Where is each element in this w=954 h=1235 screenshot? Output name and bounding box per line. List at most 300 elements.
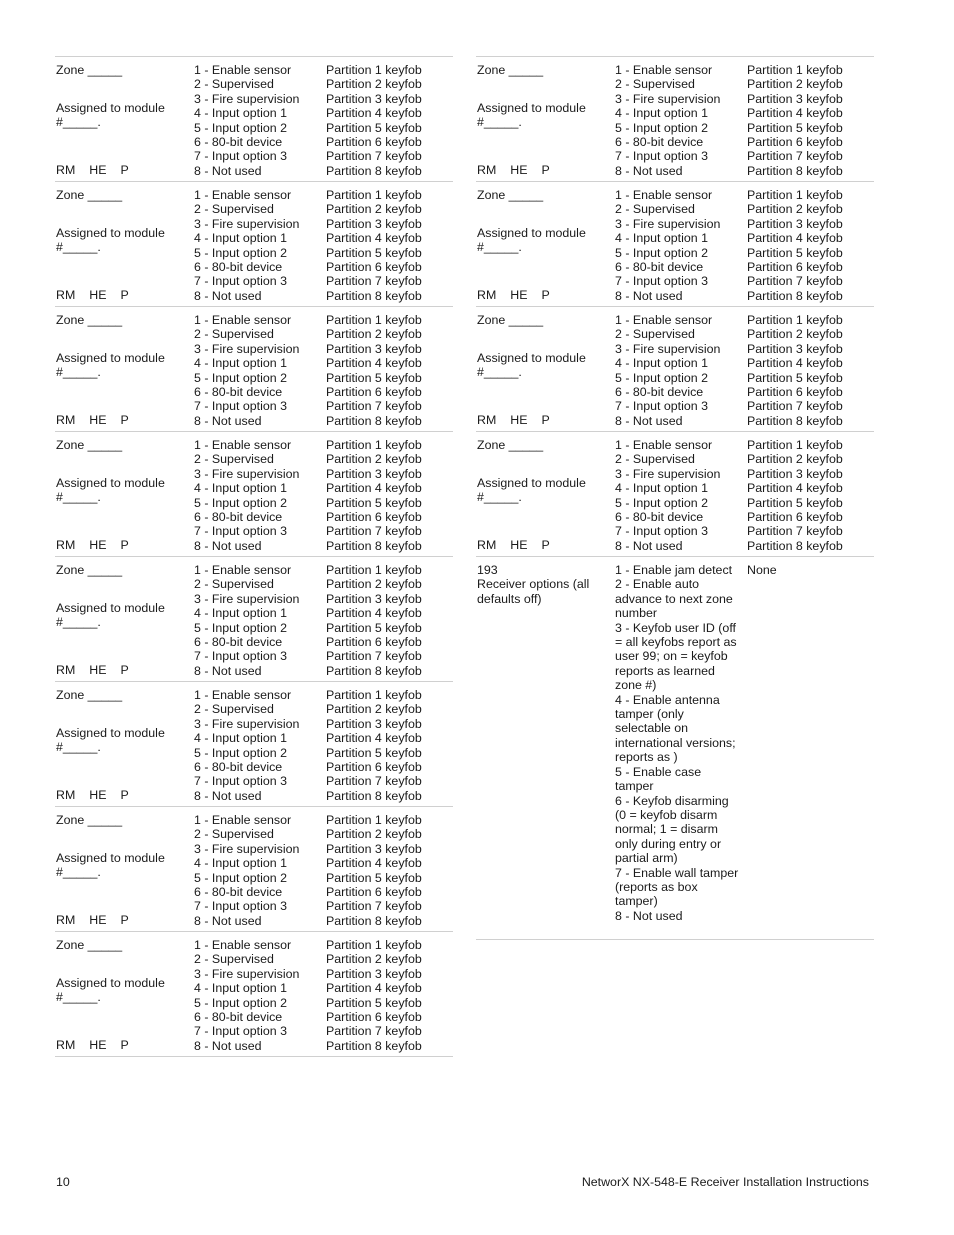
- zone-option: 7 - Input option 3: [194, 899, 287, 914]
- partition-keyfob: Partition 2 keyfob: [326, 452, 422, 467]
- partition-keyfob: Partition 1 keyfob: [326, 188, 422, 202]
- assigned-module-text: Assigned to module: [477, 476, 586, 490]
- zone-label-cell: [56, 438, 188, 552]
- partition-keyfob: Partition 2 keyfob: [747, 452, 843, 467]
- partition-cell: [747, 438, 872, 553]
- zone-option: 2 - Supervised: [194, 452, 274, 467]
- zone-option: 7 - Input option 3: [615, 149, 708, 164]
- zone-flags: [56, 1038, 143, 1052]
- zone-option: 3 - Fire supervision: [194, 716, 300, 731]
- zone-option: 3 - Fire supervision: [194, 841, 300, 856]
- partition-keyfob: Partition 2 keyfob: [326, 327, 422, 342]
- zone-option: 4 - Input option 1: [615, 106, 708, 121]
- zone-option: 5 - Input option 2: [194, 245, 287, 260]
- flag-he: HE: [89, 913, 107, 927]
- partition-keyfob: Partition 2 keyfob: [326, 77, 422, 92]
- flag-rm: RM: [56, 1038, 76, 1052]
- partition-keyfob: Partition 5 keyfob: [326, 620, 422, 635]
- partition-keyfob: Partition 2 keyfob: [326, 702, 422, 717]
- flag-p: P: [120, 413, 129, 427]
- zone-options-cell: [194, 813, 319, 928]
- zone-option: 1 - Enable sensor: [615, 313, 713, 327]
- assigned-module-blank: #_____.: [56, 740, 101, 755]
- zone-option: 5 - Input option 2: [615, 370, 708, 385]
- assigned-module-label: [477, 351, 586, 380]
- zone-flags: [56, 288, 143, 302]
- zone-option: 6 - 80-bit device: [194, 1010, 283, 1025]
- zone-label-cell: [56, 188, 188, 302]
- flag-p: P: [120, 788, 129, 802]
- assigned-module-label: [56, 351, 165, 380]
- flag-p: P: [120, 538, 129, 552]
- zone-option: 4 - Input option 1: [194, 231, 287, 246]
- partition-keyfob: Partition 5 keyfob: [326, 120, 422, 135]
- right-column: [476, 56, 874, 940]
- zone-flags: [56, 663, 143, 677]
- zone-option: 7 - Input option 3: [194, 774, 287, 789]
- zone-option: 7 - Input option 3: [615, 399, 708, 414]
- receiver-option: 8 - Not used: [615, 908, 683, 923]
- zone-row: [55, 682, 453, 807]
- partition-keyfob: Partition 8 keyfob: [326, 538, 422, 553]
- partition-keyfob: Partition 8 keyfob: [326, 288, 422, 303]
- zone-flags: [477, 288, 564, 302]
- flag-he: HE: [510, 413, 528, 427]
- flag-rm: RM: [56, 538, 76, 552]
- zone-option: 4 - Input option 1: [194, 106, 287, 121]
- assigned-module-text: Assigned to module: [56, 601, 165, 615]
- zone-option: 7 - Input option 3: [194, 274, 287, 289]
- partition-keyfob: Partition 6 keyfob: [326, 635, 422, 650]
- zone-row: [55, 932, 453, 1057]
- assigned-module-blank: #_____.: [56, 990, 101, 1005]
- receiver-option: 1 - Enable jam detect: [615, 563, 733, 577]
- assigned-module-text: Assigned to module: [56, 976, 165, 990]
- assigned-module-blank: #_____.: [477, 365, 522, 380]
- zone-row: [55, 307, 453, 432]
- partition-keyfob: Partition 6 keyfob: [747, 385, 843, 400]
- receiver-option: 7 - Enable wall tamper (reports as box tamper): [615, 865, 739, 909]
- partition-keyfob: Partition 2 keyfob: [747, 327, 843, 342]
- zone-option: 6 - 80-bit device: [194, 385, 283, 400]
- partition-keyfob: Partition 4 keyfob: [326, 731, 422, 746]
- partition-cell: [326, 188, 451, 303]
- zone-options-cell: [615, 438, 740, 553]
- assigned-module-text: Assigned to module: [56, 726, 165, 740]
- flag-rm: RM: [56, 788, 76, 802]
- flag-he: HE: [89, 788, 107, 802]
- zone-option: 2 - Supervised: [615, 77, 695, 92]
- zone-flags: [477, 413, 564, 427]
- zone-option: 7 - Input option 3: [194, 524, 287, 539]
- flag-rm: RM: [56, 288, 76, 302]
- zone-option: 8 - Not used: [194, 288, 262, 303]
- partition-keyfob: Partition 2 keyfob: [326, 577, 422, 592]
- partition-keyfob: Partition 3 keyfob: [747, 91, 843, 106]
- zone-option: 5 - Input option 2: [615, 495, 708, 510]
- assigned-module-blank: #_____.: [56, 615, 101, 630]
- zone-option: 8 - Not used: [194, 663, 262, 678]
- flag-p: P: [541, 163, 550, 177]
- zone-option: 2 - Supervised: [194, 952, 274, 967]
- partition-keyfob: Partition 6 keyfob: [747, 260, 843, 275]
- zone-option: 6 - 80-bit device: [194, 260, 283, 275]
- zone-option: 5 - Input option 2: [615, 245, 708, 260]
- zone-option: 4 - Input option 1: [194, 856, 287, 871]
- zone-option: 7 - Input option 3: [194, 1024, 287, 1039]
- zone-row: [476, 57, 874, 182]
- partition-keyfob: Partition 6 keyfob: [326, 760, 422, 775]
- flag-he: HE: [89, 663, 107, 677]
- partition-keyfob: Partition 4 keyfob: [326, 481, 422, 496]
- partition-keyfob: Partition 4 keyfob: [747, 106, 843, 121]
- flag-he: HE: [510, 538, 528, 552]
- zone-option: 6 - 80-bit device: [615, 260, 704, 275]
- partition-keyfob: Partition 7 keyfob: [326, 649, 422, 664]
- receiver-option: 2 - Enable auto advance to next zone number: [615, 577, 733, 621]
- zone-option: 8 - Not used: [194, 788, 262, 803]
- receiver-default: [747, 563, 872, 577]
- zone-option: 5 - Input option 2: [194, 995, 287, 1010]
- zone-options-cell: [615, 188, 740, 303]
- zone-row: [476, 182, 874, 307]
- flag-rm: RM: [477, 163, 497, 177]
- zone-option: 6 - 80-bit device: [194, 135, 283, 150]
- partition-keyfob: Partition 1 keyfob: [747, 63, 843, 77]
- zone-number-blank: Zone _____: [56, 563, 123, 577]
- partition-keyfob: Partition 5 keyfob: [326, 745, 422, 760]
- zone-options-cell: [194, 63, 319, 178]
- assigned-module-label: [56, 226, 165, 255]
- flag-he: HE: [89, 1038, 107, 1052]
- zone-option: 3 - Fire supervision: [194, 216, 300, 231]
- partition-keyfob: Partition 6 keyfob: [326, 885, 422, 900]
- partition-keyfob: Partition 7 keyfob: [326, 1024, 422, 1039]
- partition-keyfob: Partition 7 keyfob: [326, 899, 422, 914]
- zone-flags: [477, 538, 564, 552]
- zone-option: 1 - Enable sensor: [194, 813, 292, 827]
- assigned-module-label: [477, 476, 586, 505]
- partition-keyfob: Partition 5 keyfob: [747, 495, 843, 510]
- zone-option: 4 - Input option 1: [615, 356, 708, 371]
- flag-p: P: [120, 288, 129, 302]
- assigned-module-label: [56, 601, 165, 630]
- partition-keyfob: Partition 6 keyfob: [326, 1010, 422, 1025]
- flag-he: HE: [89, 288, 107, 302]
- partition-keyfob: Partition 7 keyfob: [747, 399, 843, 414]
- zone-option: 5 - Input option 2: [615, 120, 708, 135]
- flag-he: HE: [510, 288, 528, 302]
- zone-option: 8 - Not used: [194, 538, 262, 553]
- flag-he: HE: [89, 538, 107, 552]
- receiver-option: 6 - Keyfob disarming (0 = keyfob disarm normal; 1 = disarm only during entry or partial arm): [615, 793, 729, 866]
- flag-p: P: [541, 288, 550, 302]
- assigned-module-blank: #_____.: [56, 490, 101, 505]
- partition-keyfob: Partition 1 keyfob: [326, 938, 422, 952]
- zone-flags: [477, 163, 564, 177]
- assigned-module-text: Assigned to module: [477, 226, 586, 240]
- zone-label-cell: [477, 188, 609, 302]
- partition-keyfob: Partition 8 keyfob: [747, 288, 843, 303]
- receiver-option: 5 - Enable case tamper: [615, 764, 702, 794]
- partition-keyfob: Partition 7 keyfob: [747, 524, 843, 539]
- receiver-title-line: Receiver options (all: [477, 577, 590, 592]
- assigned-module-label: [56, 976, 165, 1005]
- partition-cell: [747, 63, 872, 178]
- partition-keyfob: Partition 7 keyfob: [326, 274, 422, 289]
- flag-p: P: [120, 163, 129, 177]
- zone-option: 5 - Input option 2: [194, 745, 287, 760]
- zone-option: 1 - Enable sensor: [615, 438, 713, 452]
- partition-keyfob: Partition 5 keyfob: [747, 245, 843, 260]
- flag-p: P: [120, 663, 129, 677]
- zone-number-blank: Zone _____: [477, 438, 544, 452]
- zone-option: 7 - Input option 3: [615, 524, 708, 539]
- zone-option: 1 - Enable sensor: [194, 313, 292, 327]
- partition-keyfob: Partition 7 keyfob: [326, 524, 422, 539]
- flag-rm: RM: [56, 163, 76, 177]
- zone-flags: [56, 788, 143, 802]
- zone-option: 6 - 80-bit device: [615, 135, 704, 150]
- zone-option: 4 - Input option 1: [194, 606, 287, 621]
- flag-rm: RM: [477, 288, 497, 302]
- partition-keyfob: Partition 1 keyfob: [326, 813, 422, 827]
- zone-option: 3 - Fire supervision: [194, 91, 300, 106]
- flag-he: HE: [510, 163, 528, 177]
- flag-rm: RM: [477, 413, 497, 427]
- partition-keyfob: Partition 1 keyfob: [747, 313, 843, 327]
- assigned-module-label: [56, 101, 165, 130]
- partition-keyfob: Partition 3 keyfob: [326, 591, 422, 606]
- partition-keyfob: Partition 6 keyfob: [326, 260, 422, 275]
- partition-keyfob: Partition 1 keyfob: [747, 438, 843, 452]
- zone-number-blank: Zone _____: [477, 188, 544, 202]
- partition-cell: [326, 313, 451, 428]
- zone-option: 8 - Not used: [615, 163, 683, 178]
- partition-keyfob: Partition 4 keyfob: [326, 231, 422, 246]
- assigned-module-blank: #_____.: [477, 240, 522, 255]
- zone-label-cell: [56, 938, 188, 1052]
- zone-option: 4 - Input option 1: [194, 356, 287, 371]
- zone-row: [476, 432, 874, 557]
- assigned-module-label: [56, 851, 165, 880]
- zone-option: 6 - 80-bit device: [194, 760, 283, 775]
- zone-option: 8 - Not used: [194, 163, 262, 178]
- zone-options-cell: [615, 63, 740, 178]
- zone-option: 4 - Input option 1: [194, 731, 287, 746]
- assigned-module-text: Assigned to module: [56, 851, 165, 865]
- partition-keyfob: Partition 8 keyfob: [326, 913, 422, 928]
- assigned-module-text: Assigned to module: [56, 351, 165, 365]
- partition-cell: [326, 63, 451, 178]
- partition-keyfob: Partition 8 keyfob: [326, 663, 422, 678]
- zone-number-blank: Zone _____: [477, 313, 544, 327]
- zone-option: 1 - Enable sensor: [194, 688, 292, 702]
- partition-keyfob: Partition 6 keyfob: [326, 510, 422, 525]
- zone-number-blank: Zone _____: [56, 813, 123, 827]
- partition-cell: [326, 438, 451, 553]
- partition-keyfob: Partition 7 keyfob: [747, 149, 843, 164]
- partition-keyfob: Partition 7 keyfob: [326, 399, 422, 414]
- partition-keyfob: Partition 6 keyfob: [747, 135, 843, 150]
- partition-keyfob: Partition 5 keyfob: [326, 495, 422, 510]
- zone-option: 8 - Not used: [194, 913, 262, 928]
- page-number: 10: [56, 1175, 70, 1189]
- flag-rm: RM: [477, 538, 497, 552]
- flag-p: P: [120, 1038, 129, 1052]
- zone-label-cell: [56, 688, 188, 802]
- zone-row: [476, 307, 874, 432]
- receiver-option: 3 - Keyfob user ID (off = all keyfobs report as user 99; on = keyfob reports as learned zone #): [615, 620, 737, 693]
- zone-option: 4 - Input option 1: [615, 231, 708, 246]
- zone-option: 5 - Input option 2: [194, 620, 287, 635]
- flag-p: P: [541, 538, 550, 552]
- zone-option: 1 - Enable sensor: [194, 563, 292, 577]
- zone-option: 7 - Input option 3: [615, 274, 708, 289]
- zone-number-blank: Zone _____: [56, 313, 123, 327]
- zone-option: 1 - Enable sensor: [194, 63, 292, 77]
- partition-keyfob: Partition 4 keyfob: [747, 481, 843, 496]
- partition-keyfob: Partition 2 keyfob: [326, 952, 422, 967]
- partition-keyfob: Partition 3 keyfob: [326, 466, 422, 481]
- partition-keyfob: Partition 3 keyfob: [326, 341, 422, 356]
- partition-keyfob: Partition 4 keyfob: [747, 356, 843, 371]
- partition-keyfob: Partition 4 keyfob: [326, 856, 422, 871]
- partition-cell: [326, 688, 451, 803]
- zone-row: [55, 807, 453, 932]
- partition-keyfob: Partition 8 keyfob: [326, 413, 422, 428]
- zone-option: 7 - Input option 3: [194, 149, 287, 164]
- assigned-module-blank: #_____.: [56, 115, 101, 130]
- partition-keyfob: Partition 8 keyfob: [326, 788, 422, 803]
- zone-options-cell: [194, 313, 319, 428]
- zone-label-cell: [477, 63, 609, 177]
- flag-he: HE: [89, 163, 107, 177]
- receiver-options-list: [615, 563, 740, 923]
- left-column: [55, 56, 453, 1057]
- partition-keyfob: Partition 6 keyfob: [326, 385, 422, 400]
- zone-option: 6 - 80-bit device: [615, 510, 704, 525]
- partition-keyfob: Partition 1 keyfob: [326, 313, 422, 327]
- partition-keyfob: Partition 2 keyfob: [747, 202, 843, 217]
- zone-option: 2 - Supervised: [615, 327, 695, 342]
- zone-option: 4 - Input option 1: [194, 481, 287, 496]
- zone-options-cell: [194, 938, 319, 1053]
- assigned-module-text: Assigned to module: [477, 351, 586, 365]
- zone-option: 5 - Input option 2: [194, 495, 287, 510]
- zone-label-cell: [477, 313, 609, 427]
- zone-option: 2 - Supervised: [194, 202, 274, 217]
- zone-options-cell: [194, 688, 319, 803]
- partition-keyfob: Partition 7 keyfob: [326, 149, 422, 164]
- zone-option: 8 - Not used: [194, 1038, 262, 1053]
- zone-option: 3 - Fire supervision: [194, 466, 300, 481]
- receiver-title-line: defaults off): [477, 591, 542, 606]
- zone-number-blank: Zone _____: [56, 688, 123, 702]
- zone-option: 6 - 80-bit device: [194, 885, 283, 900]
- receiver-options-row: [476, 557, 874, 940]
- partition-keyfob: Partition 3 keyfob: [326, 841, 422, 856]
- partition-keyfob: Partition 8 keyfob: [747, 538, 843, 553]
- assigned-module-blank: #_____.: [477, 490, 522, 505]
- zone-number-blank: Zone _____: [56, 63, 123, 77]
- zone-options-cell: [194, 563, 319, 678]
- zone-option: 6 - 80-bit device: [615, 385, 704, 400]
- zone-option: 2 - Supervised: [194, 577, 274, 592]
- partition-keyfob: Partition 1 keyfob: [326, 438, 422, 452]
- zone-option: 1 - Enable sensor: [615, 188, 713, 202]
- partition-keyfob: Partition 8 keyfob: [326, 1038, 422, 1053]
- partition-keyfob: Partition 4 keyfob: [326, 981, 422, 996]
- zone-option: 3 - Fire supervision: [615, 341, 721, 356]
- zone-option: 5 - Input option 2: [194, 370, 287, 385]
- zone-option: 7 - Input option 3: [194, 649, 287, 664]
- partition-keyfob: Partition 7 keyfob: [747, 274, 843, 289]
- zone-flags: [56, 538, 143, 552]
- zone-option: 5 - Input option 2: [194, 120, 287, 135]
- partition-keyfob: Partition 5 keyfob: [747, 120, 843, 135]
- partition-keyfob: Partition 3 keyfob: [326, 91, 422, 106]
- zone-number-blank: Zone _____: [56, 438, 123, 452]
- partition-keyfob: Partition 5 keyfob: [326, 370, 422, 385]
- assigned-module-blank: #_____.: [56, 365, 101, 380]
- zone-option: 8 - Not used: [615, 538, 683, 553]
- flag-rm: RM: [56, 663, 76, 677]
- partition-keyfob: Partition 3 keyfob: [326, 966, 422, 981]
- zone-option: 2 - Supervised: [194, 702, 274, 717]
- partition-keyfob: Partition 2 keyfob: [747, 77, 843, 92]
- zone-option: 5 - Input option 2: [194, 870, 287, 885]
- flag-p: P: [541, 413, 550, 427]
- zone-row: [55, 432, 453, 557]
- zone-option: 2 - Supervised: [194, 77, 274, 92]
- receiver-options-label: [477, 563, 609, 606]
- assigned-module-label: [477, 226, 586, 255]
- partition-keyfob: Partition 6 keyfob: [326, 135, 422, 150]
- partition-keyfob: Partition 2 keyfob: [326, 827, 422, 842]
- partition-keyfob: Partition 4 keyfob: [747, 231, 843, 246]
- partition-keyfob: Partition 1 keyfob: [747, 188, 843, 202]
- zone-option: 2 - Supervised: [194, 827, 274, 842]
- zone-option: 8 - Not used: [615, 413, 683, 428]
- document-title: NetworX NX-548-E Receiver Installation Instructions: [581, 1175, 869, 1189]
- zone-option: 6 - 80-bit device: [194, 510, 283, 525]
- partition-keyfob: Partition 1 keyfob: [326, 563, 422, 577]
- zone-flags: [56, 413, 143, 427]
- zone-option: 1 - Enable sensor: [194, 438, 292, 452]
- zone-option: 1 - Enable sensor: [615, 63, 713, 77]
- zone-label-cell: [477, 438, 609, 552]
- zone-label-cell: [56, 313, 188, 427]
- partition-keyfob: Partition 3 keyfob: [747, 466, 843, 481]
- receiver-location-number: 193: [477, 563, 498, 577]
- partition-keyfob: Partition 5 keyfob: [747, 370, 843, 385]
- receiver-option: 4 - Enable antenna tamper (only selectable on international versions; reports as ): [615, 692, 736, 765]
- flag-he: HE: [89, 413, 107, 427]
- left-zone-table: [55, 56, 453, 1057]
- zone-options-cell: [194, 438, 319, 553]
- partition-keyfob: Partition 1 keyfob: [326, 688, 422, 702]
- zone-row: [55, 57, 453, 182]
- zone-option: 8 - Not used: [194, 413, 262, 428]
- partition-keyfob: Partition 3 keyfob: [326, 716, 422, 731]
- partition-keyfob: Partition 3 keyfob: [747, 216, 843, 231]
- zone-option: 4 - Input option 1: [194, 981, 287, 996]
- assigned-module-blank: #_____.: [56, 240, 101, 255]
- zone-option: 3 - Fire supervision: [194, 591, 300, 606]
- zone-option: 3 - Fire supervision: [194, 341, 300, 356]
- partition-keyfob: Partition 5 keyfob: [326, 870, 422, 885]
